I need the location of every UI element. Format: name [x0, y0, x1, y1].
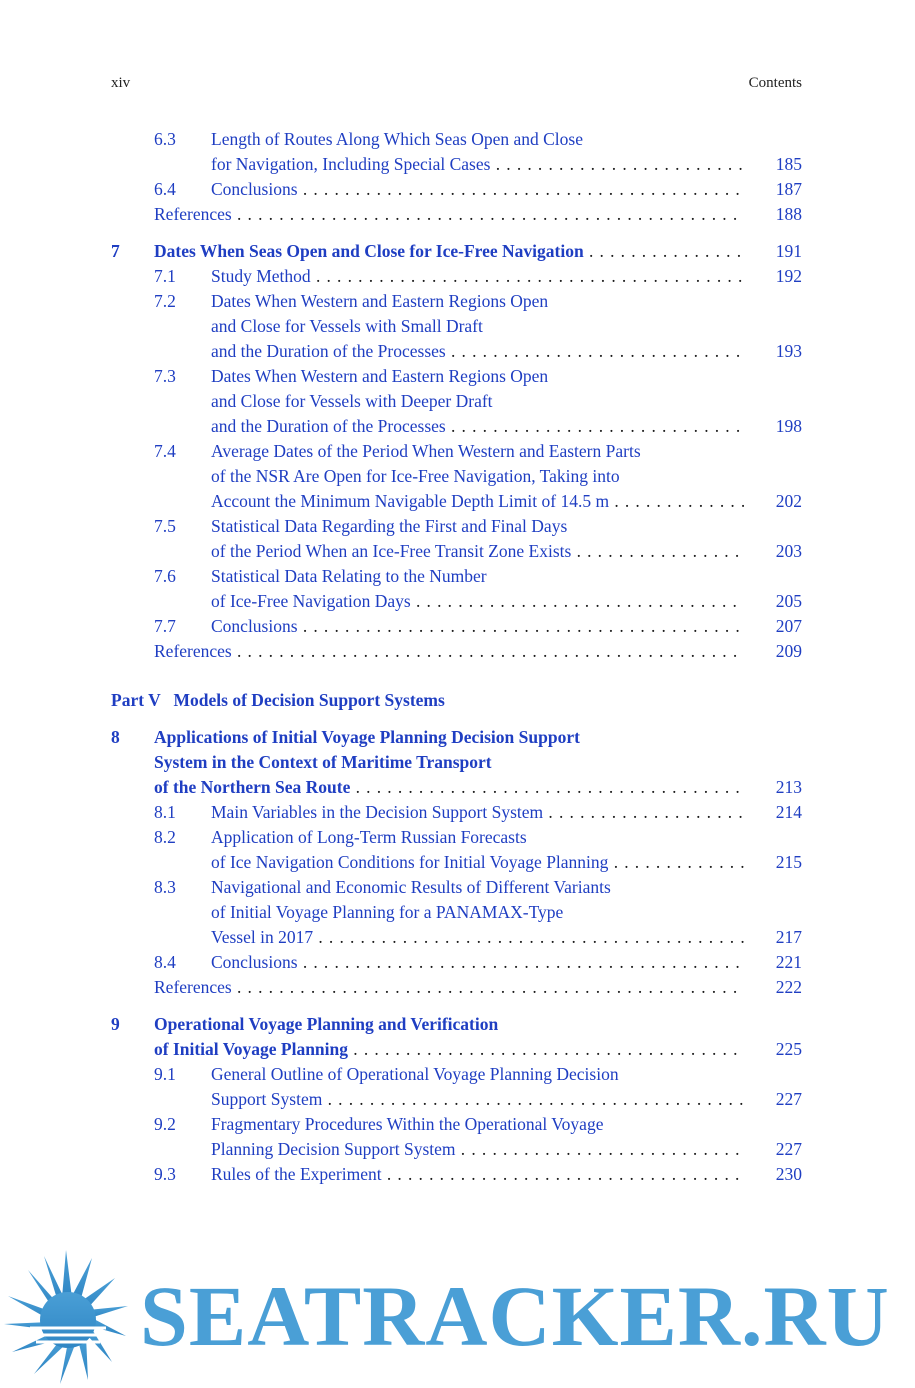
toc-chapter-8-cont[interactable] — [111, 775, 802, 800]
toc-entry-7-3-cont[interactable] — [111, 414, 802, 439]
chapter-title-line[interactable]: System in the Context of Maritime Transport — [154, 752, 492, 772]
entry-title-line[interactable]: of Initial Voyage Planning for a PANAMAX-Type — [211, 902, 564, 922]
toc-part-5[interactable] — [111, 688, 802, 713]
page-number[interactable]: 225 — [775, 1039, 802, 1059]
toc-entry-8-2[interactable] — [111, 825, 802, 850]
entry-title-line[interactable]: Dates When Western and Eastern Regions Open — [211, 366, 549, 386]
page-number[interactable]: 187 — [775, 179, 802, 199]
toc-entry-7-3-cont[interactable] — [111, 389, 802, 414]
toc-entry-7-2[interactable] — [111, 289, 802, 314]
entry-title-line[interactable]: Length of Routes Along Which Seas Open and Close — [211, 129, 583, 149]
page-number-label: xiv — [111, 75, 131, 91]
toc-entry-8-2-cont[interactable] — [111, 850, 802, 875]
entry-title-line[interactable]: Vessel in 2017 — [211, 927, 314, 947]
toc-entry-8-4[interactable] — [111, 950, 802, 975]
section-number: 6.3 — [154, 129, 176, 149]
page-number[interactable]: 215 — [775, 852, 802, 872]
toc-entry-9-3[interactable] — [111, 1162, 802, 1187]
toc-entry-7-4-cont[interactable] — [111, 489, 802, 514]
table-of-contents — [111, 127, 802, 1187]
section-label: Contents — [748, 75, 802, 91]
toc-chapter-8[interactable] — [111, 725, 802, 750]
entry-title-line[interactable]: Application of Long-Term Russian Forecasts — [211, 827, 527, 847]
page-number[interactable]: 230 — [775, 1164, 802, 1184]
part-title[interactable]: Part V Models of Decision Support Systems — [111, 690, 445, 710]
chapter-title-line[interactable]: of the Northern Sea Route — [154, 777, 351, 797]
page-number[interactable]: 227 — [775, 1139, 802, 1159]
page-number[interactable]: 209 — [775, 641, 802, 661]
toc-entry-7-4-cont[interactable] — [111, 464, 802, 489]
entry-title-line[interactable]: Average Dates of the Period When Western and Eastern Parts — [211, 441, 641, 461]
toc-entry-7-2-cont[interactable] — [111, 339, 802, 364]
toc-entry-8-3-cont[interactable] — [111, 900, 802, 925]
entry-title-line[interactable]: and the Duration of the Processes — [211, 341, 446, 361]
entry-title[interactable]: Main Variables in the Decision Support System — [211, 802, 544, 822]
chapter-title-line[interactable]: of Initial Voyage Planning — [154, 1039, 349, 1059]
entry-title-line[interactable]: Support System — [211, 1089, 323, 1109]
entry-title[interactable]: Study Method — [211, 266, 311, 286]
entry-title-line[interactable]: and Close for Vessels with Small Draft — [211, 316, 483, 336]
entry-title[interactable]: References — [154, 204, 232, 224]
chapter-number: 7 — [111, 241, 120, 261]
page-number[interactable]: 193 — [775, 341, 802, 361]
toc-chapter-7[interactable] — [111, 239, 802, 264]
section-number: 8.3 — [154, 877, 176, 897]
toc-entry-7-7[interactable] — [111, 614, 802, 639]
chapter-number: 8 — [111, 727, 120, 747]
entry-title-line[interactable]: Navigational and Economic Results of Different Variants — [211, 877, 611, 897]
chapter-title-line[interactable]: Operational Voyage Planning and Verification — [154, 1014, 499, 1034]
toc-entry-6-3[interactable] — [111, 127, 802, 152]
entry-title-line[interactable]: of the Period When an Ice-Free Transit Zone Exists — [211, 541, 572, 561]
entry-title-line[interactable]: Statistical Data Relating to the Number — [211, 566, 487, 586]
toc-entry-9-1[interactable] — [111, 1062, 802, 1087]
section-number: 9.3 — [154, 1164, 176, 1184]
sunburst-logo-icon — [0, 1248, 135, 1388]
toc-entry-7-2-cont[interactable] — [111, 314, 802, 339]
entry-title-line[interactable]: of the NSR Are Open for Ice-Free Navigation, Taking into — [211, 466, 620, 486]
page-number[interactable]: 217 — [775, 927, 802, 947]
toc-entry-8-1[interactable] — [111, 800, 802, 825]
entry-title[interactable]: References — [154, 641, 232, 661]
entry-title[interactable]: Conclusions — [211, 616, 298, 636]
toc-entry-6-4[interactable] — [111, 177, 802, 202]
page-number[interactable]: 221 — [775, 952, 802, 972]
entry-title[interactable]: Rules of the Experiment — [211, 1164, 382, 1184]
entry-title-line[interactable]: and the Duration of the Processes — [211, 416, 446, 436]
toc-entry-9-2[interactable] — [111, 1112, 802, 1137]
entry-title-line[interactable]: Planning Decision Support System — [211, 1139, 456, 1159]
chapter-title[interactable]: Dates When Seas Open and Close for Ice-Free Navigation — [154, 241, 584, 261]
toc-entry-9-2-cont[interactable] — [111, 1137, 802, 1162]
section-number: 9.1 — [154, 1064, 176, 1084]
page-number[interactable]: 191 — [775, 241, 802, 261]
toc-chapter-9-cont[interactable] — [111, 1037, 802, 1062]
toc-entry-8-3[interactable] — [111, 875, 802, 900]
section-number: 7.1 — [154, 266, 176, 286]
toc-entry-7-5-cont[interactable] — [111, 539, 802, 564]
section-number: 9.2 — [154, 1114, 176, 1134]
page-number[interactable]: 207 — [775, 616, 802, 636]
section-number: 8.2 — [154, 827, 176, 847]
section-number: 7.4 — [154, 441, 176, 461]
entry-title-line[interactable]: and Close for Vessels with Deeper Draft — [211, 391, 493, 411]
toc-entry-8-3-cont[interactable] — [111, 925, 802, 950]
section-number: 7.6 — [154, 566, 176, 586]
toc-entry-7-6[interactable] — [111, 564, 802, 589]
entry-title[interactable]: References — [154, 977, 232, 997]
section-number: 7.7 — [154, 616, 176, 636]
section-number: 8.4 — [154, 952, 176, 972]
chapter-title-line[interactable]: Applications of Initial Voyage Planning Decision Support — [154, 727, 580, 747]
page-number[interactable]: 192 — [775, 266, 802, 286]
page-number[interactable]: 205 — [775, 591, 802, 611]
watermark-text: SEATRACKER.RU — [140, 1268, 890, 1364]
toc-chapter-8-cont[interactable] — [111, 750, 802, 775]
entry-title-line[interactable]: of Ice Navigation Conditions for Initial Voyage Planning — [211, 852, 609, 872]
toc-entry-references-8[interactable] — [111, 975, 802, 1000]
entry-title-line[interactable]: for Navigation, Including Special Cases — [211, 154, 491, 174]
watermark — [0, 1248, 915, 1388]
entry-title[interactable]: Conclusions — [211, 952, 298, 972]
entry-title-line[interactable]: of Ice-Free Navigation Days — [211, 591, 411, 611]
page-number[interactable]: 227 — [775, 1089, 802, 1109]
page-number[interactable]: 203 — [775, 541, 802, 561]
toc-entry-7-5[interactable] — [111, 514, 802, 539]
page-number[interactable]: 214 — [775, 802, 802, 822]
section-number: 7.5 — [154, 516, 176, 536]
toc-entry-7-1[interactable] — [111, 264, 802, 289]
page-number[interactable]: 213 — [775, 777, 802, 797]
page-number[interactable]: 188 — [775, 204, 802, 224]
section-number: 7.2 — [154, 291, 176, 311]
toc-entry-6-3-cont[interactable] — [111, 152, 802, 177]
entry-title[interactable]: Conclusions — [211, 179, 298, 199]
toc-entry-7-6-cont[interactable] — [111, 589, 802, 614]
entry-title-line[interactable]: General Outline of Operational Voyage Planning Decision — [211, 1064, 619, 1084]
page-number[interactable]: 202 — [775, 491, 802, 511]
page-number[interactable]: 185 — [775, 154, 802, 174]
toc-entry-9-1-cont[interactable] — [111, 1087, 802, 1112]
entry-title-line[interactable]: Fragmentary Procedures Within the Operational Voyage — [211, 1114, 604, 1134]
section-number: 8.1 — [154, 802, 176, 822]
toc-entry-references-6[interactable] — [111, 202, 802, 227]
toc-entry-references-7[interactable] — [111, 639, 802, 664]
section-number: 7.3 — [154, 366, 176, 386]
entry-title-line[interactable]: Account the Minimum Navigable Depth Limit of 14.5 m — [211, 491, 610, 511]
toc-chapter-9[interactable] — [111, 1012, 802, 1037]
toc-entry-7-4[interactable] — [111, 439, 802, 464]
toc-entry-7-3[interactable] — [111, 364, 802, 389]
page-number[interactable]: 222 — [775, 977, 802, 997]
entry-title-line[interactable]: Dates When Western and Eastern Regions Open — [211, 291, 549, 311]
entry-title-line[interactable]: Statistical Data Regarding the First and Final Days — [211, 516, 568, 536]
chapter-number: 9 — [111, 1014, 120, 1034]
page-number[interactable]: 198 — [775, 416, 802, 436]
section-number: 6.4 — [154, 179, 176, 199]
